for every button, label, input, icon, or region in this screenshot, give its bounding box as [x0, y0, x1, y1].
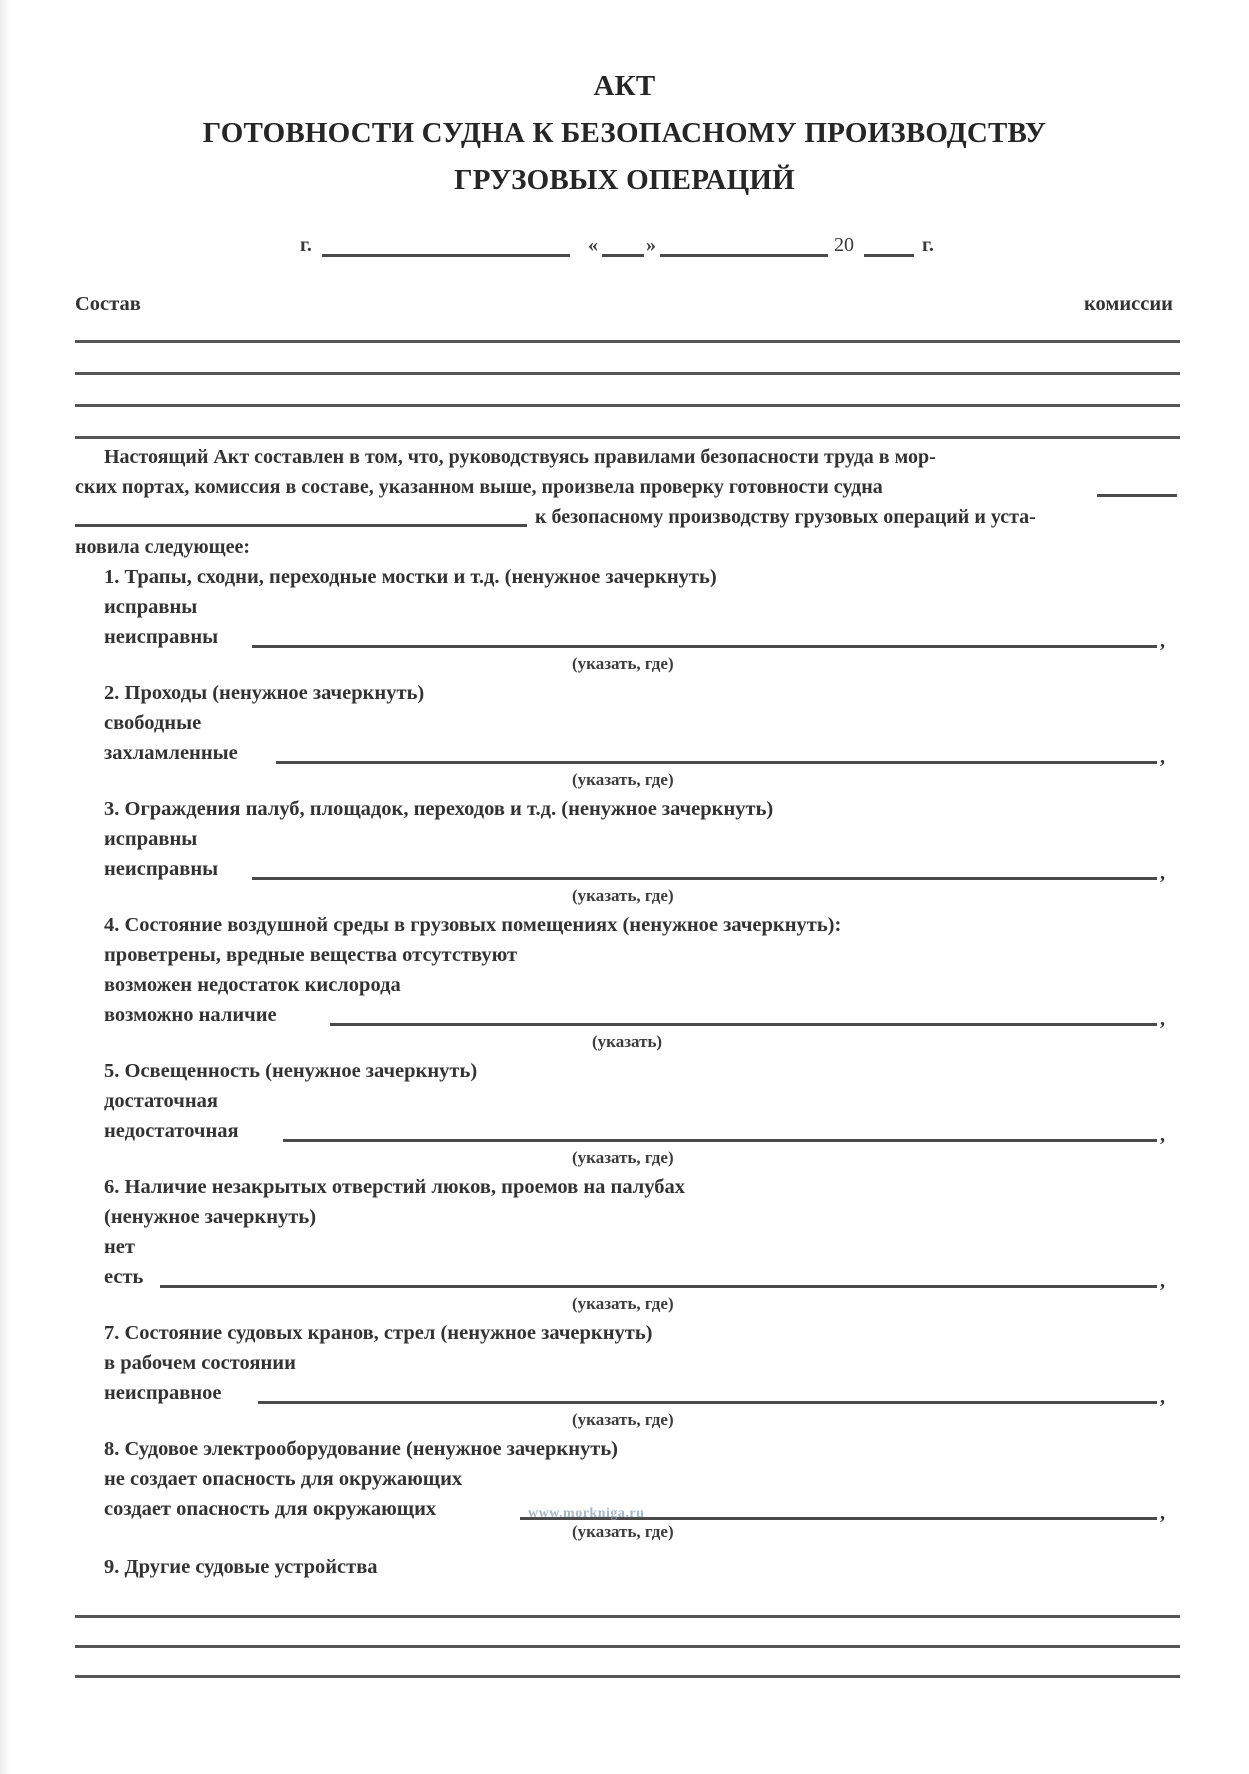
ship-name-field-a[interactable] [1097, 494, 1177, 497]
item-1-where-field[interactable] [252, 645, 1157, 648]
item-9-line-2[interactable] [75, 1645, 1180, 1648]
item-2-option-1: свободные [104, 712, 202, 734]
commission-label-left: Состав [75, 293, 141, 315]
city-prefix: г. [300, 234, 312, 256]
doc-title-line2: ГОТОВНОСТИ СУДНА К БЕЗОПАСНОМУ ПРОИЗВОДСТВУ [202, 117, 1047, 149]
item-3-where-field[interactable] [252, 877, 1157, 880]
intro-line-2: ских портах, комиссия в составе, указанном выше, произвела проверку готовности судна [75, 476, 883, 498]
item-9-line-1[interactable] [75, 1615, 1180, 1618]
watermark-text: www.morkniga.ru [528, 1506, 645, 1521]
doc-title-act: АКТ [593, 70, 656, 102]
item-7-hint: (указать, где) [572, 1410, 674, 1429]
item-6-option-2: есть [104, 1266, 144, 1288]
year-prefix: 20 [834, 234, 854, 256]
item-6-where-field[interactable] [160, 1285, 1157, 1288]
item-1-heading: 1. Трапы, сходни, переходные мостки и т.д. (ненужное зачеркнуть) [104, 566, 717, 588]
item-5-where-field[interactable] [283, 1139, 1157, 1142]
date-place-line [0, 234, 1249, 264]
commission-label-right: комиссии [1084, 293, 1173, 315]
item-8-option-2: создает опасность для окружающих [104, 1498, 437, 1520]
item-5-option-2: недостаточная [104, 1120, 239, 1142]
commission-line-4[interactable] [75, 436, 1180, 439]
item-6-heading: 6. Наличие незакрытых отверстий люков, проемов на палубах [104, 1176, 686, 1198]
item-3-option-1: исправны [104, 828, 198, 850]
item-2-comma: , [1160, 746, 1165, 768]
item-7-where-field[interactable] [258, 1401, 1157, 1404]
item-8-option-1: не создает опасность для окружающих [104, 1468, 463, 1490]
item-3-option-2: неисправны [104, 858, 219, 880]
quote-open: « [588, 234, 598, 256]
item-6-option-1: нет [104, 1236, 135, 1258]
item-9-line-3[interactable] [75, 1675, 1180, 1678]
item-2-hint: (указать, где) [572, 770, 674, 789]
commission-line-3[interactable] [75, 404, 1180, 407]
item-2-option-2: захламленные [104, 742, 238, 764]
commission-line-2[interactable] [75, 372, 1180, 375]
intro-line-1: Настоящий Акт составлен в том, что, руководствуясь правилами безопасности труда в мор- [104, 446, 936, 468]
intro-line-3: к безопасному производству грузовых операций и уста- [535, 506, 1036, 528]
item-4-hint: (указать) [592, 1032, 663, 1051]
year-field[interactable] [864, 254, 914, 257]
item-4-option-3: возможно наличие [104, 1004, 277, 1026]
month-field[interactable] [660, 254, 828, 257]
item-7-comma: , [1160, 1386, 1165, 1408]
item-4-heading: 4. Состояние воздушной среды в грузовых помещениях (ненужное зачеркнуть): [104, 914, 842, 936]
item-7-option-1: в рабочем состоянии [104, 1352, 296, 1374]
item-5-heading: 5. Освещенность (ненужное зачеркнуть) [104, 1060, 478, 1082]
item-3-hint: (указать, где) [572, 886, 674, 905]
item-5-comma: , [1160, 1124, 1165, 1146]
item-6-hint: (указать, где) [572, 1294, 674, 1313]
item-9-heading: 9. Другие судовые устройства [104, 1556, 378, 1578]
city-field[interactable] [322, 254, 570, 257]
item-5-option-1: достаточная [104, 1090, 218, 1112]
item-3-comma: , [1160, 862, 1165, 884]
day-field[interactable] [602, 254, 644, 257]
item-3-heading: 3. Ограждения палуб, площадок, переходов и т.д. (ненужное зачеркнуть) [104, 798, 774, 820]
item-8-comma: , [1160, 1502, 1165, 1524]
item-1-comma: , [1160, 630, 1165, 652]
item-8-hint: (указать, где) [572, 1522, 674, 1541]
commission-line-1[interactable] [75, 340, 1180, 343]
item-4-option-2: возможен недостаток кислорода [104, 974, 401, 996]
item-4-specify-field[interactable] [330, 1023, 1157, 1026]
item-7-option-2: неисправное [104, 1382, 222, 1404]
item-5-hint: (указать, где) [572, 1148, 674, 1167]
doc-title-line3: ГРУЗОВЫХ ОПЕРАЦИЙ [454, 164, 795, 196]
item-1-option-2: неисправны [104, 626, 219, 648]
intro-line-4: новила следующее: [75, 536, 250, 558]
item-4-comma: , [1160, 1008, 1165, 1030]
item-7-heading: 7. Состояние судовых кранов, стрел (ненужное зачеркнуть) [104, 1322, 653, 1344]
item-2-where-field[interactable] [276, 761, 1157, 764]
year-suffix: г. [922, 234, 934, 256]
item-8-heading: 8. Судовое электрооборудование (ненужное зачеркнуть) [104, 1438, 619, 1460]
item-2-heading: 2. Проходы (ненужное зачеркнуть) [104, 682, 425, 704]
quote-close: » [646, 234, 656, 256]
item-6-comma: , [1160, 1270, 1165, 1292]
ship-name-field-b[interactable] [75, 524, 527, 527]
item-1-hint: (указать, где) [572, 654, 674, 673]
item-6-heading-cont: (ненужное зачеркнуть) [104, 1206, 317, 1228]
item-1-option-1: исправны [104, 596, 198, 618]
item-4-option-1: проветрены, вредные вещества отсутствуют [104, 944, 518, 966]
